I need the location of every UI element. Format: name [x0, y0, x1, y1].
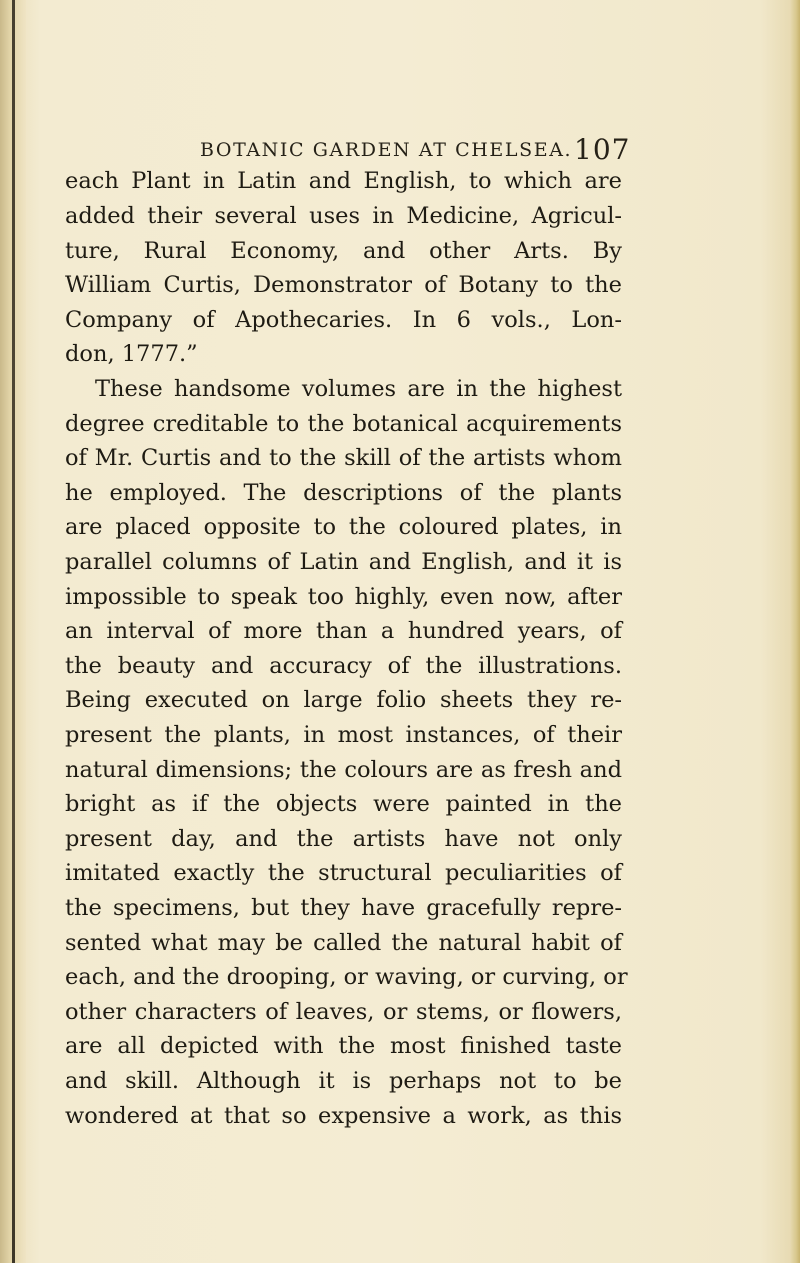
text-line: each Plant in Latin and English, to which are: [65, 168, 622, 194]
text-line: other characters of leaves, or stems, or flowers,: [65, 999, 622, 1025]
text-line: William Curtis, Demonstrator of Botany to the: [65, 272, 622, 298]
text-line: are placed opposite to the coloured plates, in: [65, 514, 622, 540]
text-line: parallel columns of Latin and English, and it is: [65, 549, 622, 575]
text-line: the specimens, but they have gracefully repre-: [65, 895, 622, 921]
text-line: he employed. The descriptions of the plants: [65, 480, 622, 506]
text-line: Company of Apothecaries. In 6 vols., Lon-: [65, 307, 622, 333]
text-line: each, and the drooping, or waving, or curving, or: [65, 964, 628, 990]
text-line: degree creditable to the botanical acquirements: [65, 411, 622, 437]
text-line: sented what may be called the natural habit of: [65, 930, 622, 956]
text-line: impossible to speak too highly, even now, after: [65, 584, 622, 610]
text-line: wondered at that so expensive a work, as this: [65, 1103, 622, 1129]
text-line: Being executed on large folio sheets they re-: [65, 687, 622, 713]
text-line: don, 1777.”: [65, 341, 198, 367]
text-line: present the plants, in most instances, of their: [65, 722, 622, 748]
binding-thread-line: [12, 0, 15, 1263]
text-line: of Mr. Curtis and to the skill of the artists whom: [65, 445, 622, 471]
text-line: bright as if the objects were painted in the: [65, 791, 622, 817]
text-line: an interval of more than a hundred years, of: [65, 618, 622, 644]
text-line: ture, Rural Economy, and other Arts. By: [65, 238, 622, 264]
page-number: 107: [574, 133, 631, 166]
running-title: BOTANIC GARDEN AT CHELSEA.: [200, 139, 573, 161]
text-line: are all depicted with the most finished taste: [65, 1033, 622, 1059]
text-line: natural dimensions; the colours are as fresh and: [65, 757, 622, 783]
text-line: imitated exactly the structural peculiarities of: [65, 860, 622, 886]
page-right-edge: [790, 0, 800, 1263]
text-line: the beauty and accuracy of the illustrations.: [65, 653, 622, 679]
text-line: and skill. Although it is perhaps not to be: [65, 1068, 622, 1094]
text-line: present day, and the artists have not only: [65, 826, 622, 852]
text-line: These handsome volumes are in the highest: [95, 376, 622, 402]
text-line: added their several uses in Medicine, Agricul-: [65, 203, 622, 229]
